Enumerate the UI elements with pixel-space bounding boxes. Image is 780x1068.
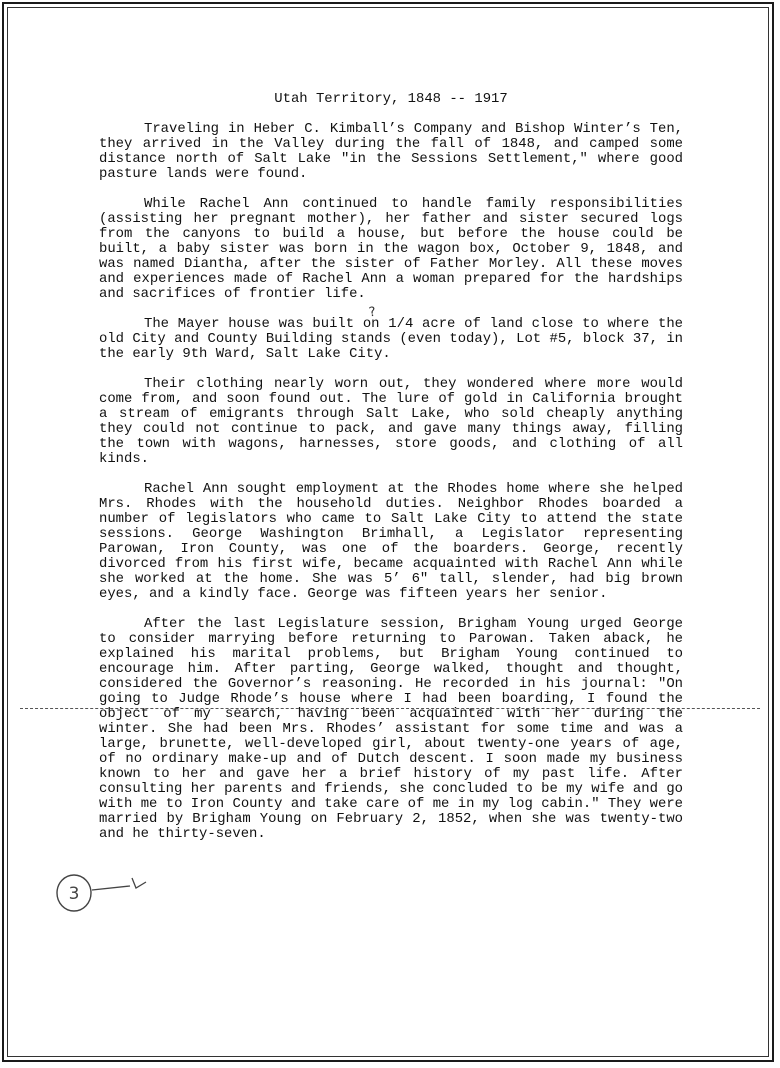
document-title: Utah Territory, 1848 -- 1917 bbox=[274, 91, 508, 107]
paragraph-5: Rachel Ann sought employment at the Rhodes home where she helped Mrs. Rhodes with the household duties. Neighbor Rhodes boarded a number of legislators who came to Salt Lake City to attend the state sessions. George Washington Brimhall, a Legislator representing Parowan, Iron County, was one of the boarders. George, recently divorced from his first wife, became acquainted with Rachel Ann while she worked at the home. She was 5’ 6" tall, slender, had big brown eyes, and a kindly face. George was fifteen years her senior. bbox=[99, 481, 683, 602]
handwritten-page-number-mark bbox=[52, 868, 172, 918]
paragraph-2: While Rachel Ann continued to handle family responsibilities (assisting her pregnant mother), her father and sister secured logs from the canyons to build a house, but before the house could be built, a baby sister was born in the wagon box, October 9, 1848, and was named Diantha, after the sister of Father Morley. All these moves and experiences made of Rachel Ann a woman prepared for the hardships and sacrifices of frontier life. bbox=[99, 196, 683, 302]
scan-fold-line bbox=[20, 708, 760, 709]
page-number-text: 3 bbox=[68, 884, 80, 904]
handwritten-question-mark: ? bbox=[367, 304, 377, 321]
page-mark-arrow-head bbox=[132, 878, 146, 888]
paragraph-6: After the last Legislature session, Brigham Young urged George to consider marrying before returning to Parowan. Taken aback, he explained his marital problems, but Brigham Young continued to encourage him. After parting, George walked, thought and thought, considered the Governor’s reasoning. He recorded in his journal: "On going to Judge Rhode’s house where I had been boarding, I found the object of my search, having been acquainted with her during the winter. She had been Mrs. Rhodes’ assistant for some time and was a large, brunette, well-developed girl, about twenty-one years of age, of no ordinary make-up and of Dutch descent. I soon made my business known to her and gave her a brief history of my past life. After consulting her parents and friends, she concluded to be my wife and go with me to Iron County and take care of me in my log cabin." They were married by Brigham Young on February 2, 1852, when she was twenty-two and he thirty-seven. bbox=[99, 616, 683, 842]
paragraph-1: Traveling in Heber C. Kimball’s Company and Bishop Winter’s Ten, they arrived in the Valley during the fall of 1848, and camped some distance north of Salt Lake "in the Sessions Settlement," where good pasture lands were found. bbox=[99, 121, 683, 182]
document-page bbox=[99, 92, 683, 857]
paragraph-3: The Mayer house was built on 1/4 acre of land close to where the old City and County Building stands (even today), Lot #5, block 37, in the early 9th Ward, Salt Lake City. bbox=[99, 316, 683, 362]
paragraph-4: Their clothing nearly worn out, they wondered where more would come from, and soon found out. The lure of gold in California brought a stream of emigrants through Salt Lake, who sold cheaply anything they could not continue to pack, and gave many things away, filling the town with wagons, harnesses, store goods, and clothing of all kinds. bbox=[99, 376, 683, 467]
page-mark-arrow-line bbox=[92, 886, 130, 890]
